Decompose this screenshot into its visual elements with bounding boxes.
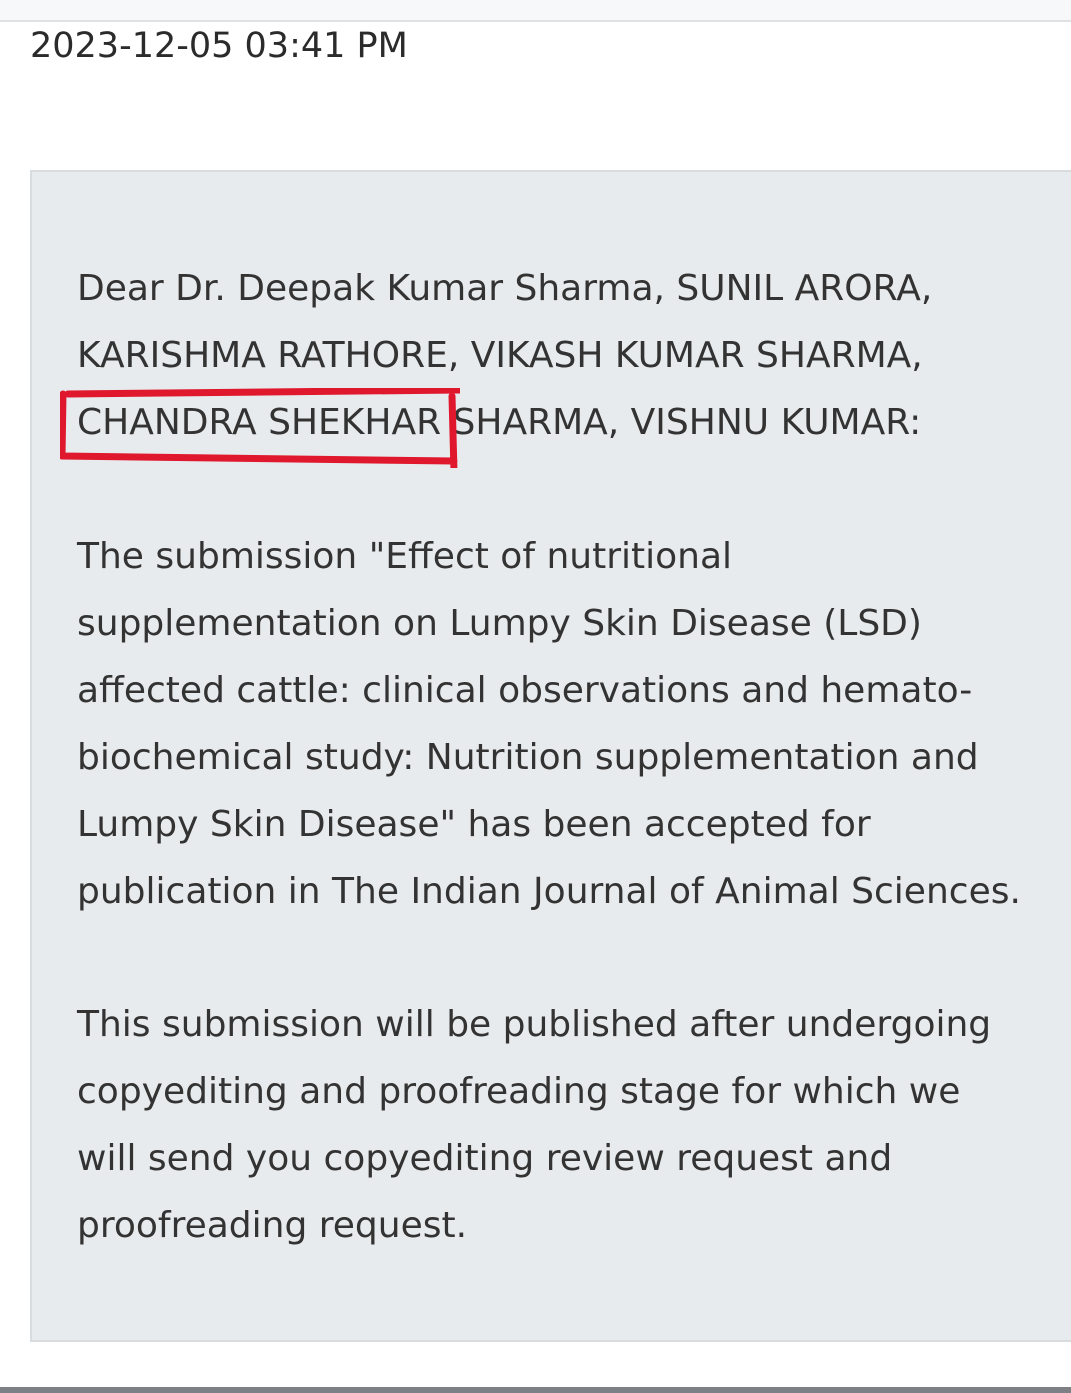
greeting-line: CHANDRA SHEKHAR SHARMA, VISHNU KUMAR:: [77, 402, 922, 443]
message-timestamp: 2023-12-05 03:41 PM: [30, 26, 408, 66]
acceptance-paragraph: [77, 523, 1021, 925]
notice-line: copyediting and proofreading stage for which we: [77, 1071, 961, 1112]
greeting-paragraph: [77, 255, 932, 456]
notice-paragraph: [77, 991, 991, 1259]
notice-line: proofreading request.: [77, 1205, 468, 1246]
notice-line: This submission will be published after undergoing: [77, 1004, 992, 1045]
bottom-bar: [0, 1387, 1071, 1393]
body-line: biochemical study: Nutrition supplementation and: [77, 737, 979, 778]
notice-line: will send you copyediting review request and: [77, 1138, 893, 1179]
greeting-line: KARISHMA RATHORE, VIKASH KUMAR SHARMA,: [77, 335, 923, 376]
body-line: supplementation on Lumpy Skin Disease (LSD): [77, 603, 922, 644]
body-line: The submission "Effect of nutritional: [77, 536, 733, 577]
body-line: affected cattle: clinical observations and hemato-: [77, 670, 973, 711]
greeting-line: Dear Dr. Deepak Kumar Sharma, SUNIL ARORA,: [77, 268, 933, 309]
top-strip: [0, 0, 1071, 22]
body-line: Lumpy Skin Disease" has been accepted for: [77, 804, 871, 845]
body-line: publication in The Indian Journal of Animal Sciences.: [77, 871, 1021, 912]
